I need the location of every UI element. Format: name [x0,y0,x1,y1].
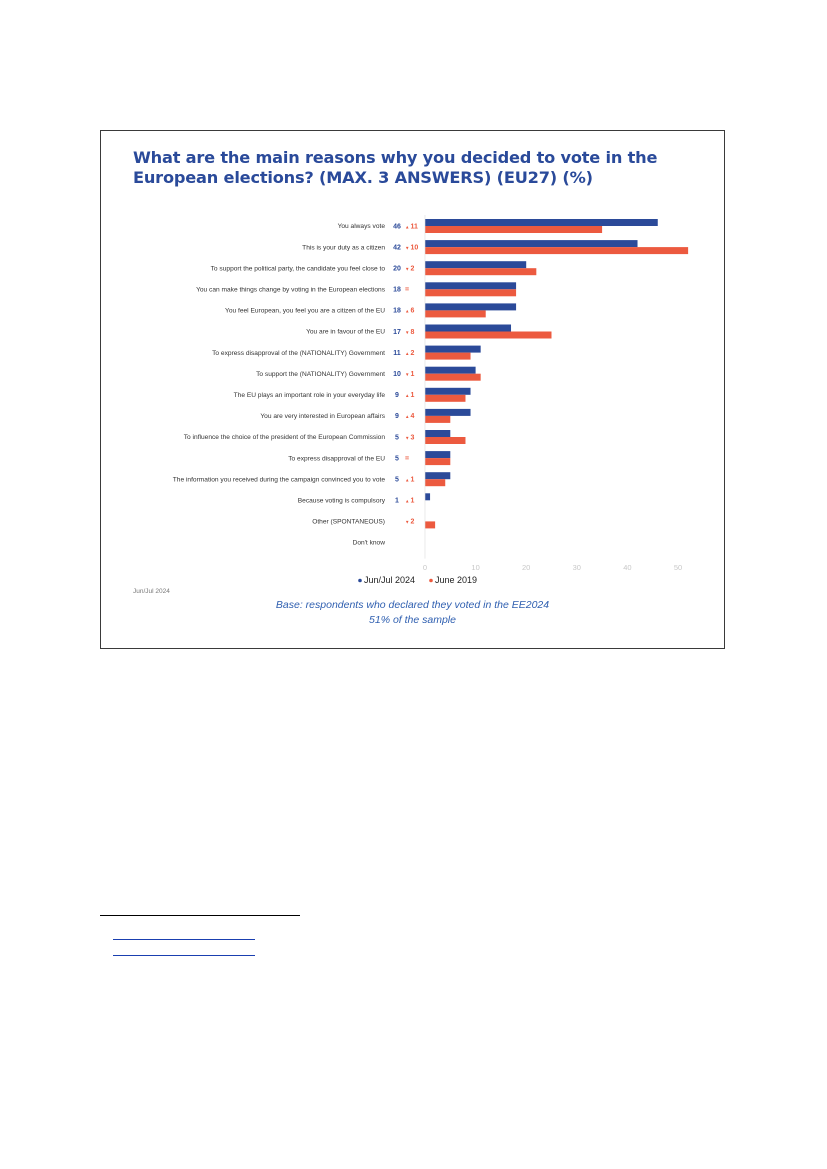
change-value: 3 [410,434,415,442]
bar-2024 [425,472,450,479]
bar-2019 [425,521,435,528]
category-label: Other (SPONTANEOUS) [312,518,385,526]
change-label [405,413,414,420]
bar-2019 [425,458,450,465]
change-label [405,434,414,441]
value-label: 11 [393,349,401,357]
change-value: 1 [410,476,415,484]
change-value: 6 [410,307,415,315]
bar-2019 [425,353,471,360]
change-arrow: ▼ [405,372,410,377]
change-label [405,371,414,378]
date-note: Jun/Jul 2024 [133,588,170,595]
x-tick-label: 30 [572,563,581,572]
category-label: To support the political party, the candidate you feel close to [210,265,385,273]
bar-2019 [425,332,552,339]
bar-2024 [425,282,516,289]
bar-2024 [425,303,516,310]
value-label: 5 [395,434,399,442]
value-label: 18 [393,307,401,315]
value-label: 18 [393,286,401,294]
category-label: You can make things change by voting in the European elections [196,286,385,294]
x-tick-label: 20 [522,563,531,572]
category-label: You feel European, you feel you are a citizen of the EU [225,307,385,315]
bar-2019 [425,374,481,381]
category-label: The EU plays an important role in your everyday life [233,392,385,399]
footnote-separator [100,915,300,916]
change-value: 1 [410,371,415,378]
category-label: To express disapproval of the EU [288,455,385,463]
value-label: 9 [395,392,399,400]
value-label: 1 [395,497,399,505]
bar-2019 [425,268,536,275]
change-arrow: ▲ [405,224,410,230]
legend-marker-2019 [429,579,433,583]
bar-2019 [425,310,486,317]
category-label: You are in favour of the EU [306,328,385,336]
change-arrow: ▲ [405,350,410,356]
change-label [405,308,414,315]
chart-title: What are the main reasons why you decided to vote in the European elections? (MAX. 3 ANSWERS) (EU27) (%) [133,148,658,187]
value-label: 9 [395,413,399,421]
category-label: To influence the choice of the president of the European Commission [183,434,385,442]
category-label: Because voting is compulsory [297,497,385,505]
change-arrow: = [405,455,410,463]
bar-2024 [425,409,471,416]
bar-2024 [425,451,450,458]
change-value: 1 [410,497,415,505]
change-label [405,244,418,251]
bar-2024 [425,219,658,226]
category-label: Don't know [352,539,385,547]
bar-2019 [425,437,465,444]
change-label [405,287,409,294]
x-tick-label: 40 [623,563,632,572]
change-label [405,498,414,505]
value-label: 20 [393,265,401,273]
legend-marker-2024 [358,579,362,583]
change-arrow: ▼ [405,435,410,441]
footnote-link[interactable] [113,955,255,956]
change-arrow: ▼ [405,329,410,335]
category-label: You are very interested in European affairs [260,413,385,421]
change-arrow: ▲ [405,414,410,420]
change-arrow: ▼ [405,266,410,272]
value-label: 5 [395,455,399,463]
value-label: 17 [393,328,401,336]
category-label: To express disapproval of the (NATIONALITY) Government [212,349,385,357]
change-value: 2 [410,349,415,357]
change-label [405,350,414,357]
change-arrow: ▲ [405,477,410,483]
x-tick-label: 10 [471,563,480,572]
category-label: The information you received during the campaign convinced you to vote [172,476,385,484]
change-label [405,477,414,484]
bar-2024 [425,388,471,395]
base-note: Base: respondents who declared they voted in the EE2024 [275,599,550,611]
bar-2024 [425,325,511,332]
change-label [405,223,418,230]
change-label [405,519,414,526]
bar-2019 [425,416,450,423]
change-value: 8 [410,328,415,336]
change-arrow: ▼ [405,245,410,251]
bar-2019 [425,395,465,402]
change-arrow: ▲ [405,498,410,504]
bar-2019 [425,247,688,254]
change-label [405,266,414,273]
category-label: This is your duty as a citizen [302,244,385,252]
bar-2019 [425,479,445,486]
bar-2019 [425,226,602,233]
bar-2024 [425,261,526,268]
value-label: 5 [395,476,399,484]
change-value: 1 [410,392,415,400]
change-value: 11 [410,223,418,231]
category-label: You always vote [337,223,385,231]
change-arrow: = [405,286,410,294]
value-label: 46 [393,223,401,231]
sample-note: 51% of the sample [369,614,456,626]
bar-2024 [425,240,638,247]
change-label [405,329,414,336]
change-value: 4 [410,413,415,421]
bar-2024 [425,346,481,353]
x-tick-label: 50 [673,563,683,572]
change-label [405,455,409,462]
category-label: To support the (NATIONALITY) Government [256,370,385,378]
legend-label-2024: Jun/Jul 2024 [364,575,416,585]
legend-label-2019: June 2019 [435,575,478,585]
footnote-link[interactable] [113,939,255,940]
x-tick-label: 0 [422,563,428,572]
value-label: 10 [393,371,401,378]
change-label [405,392,414,399]
bar-2024 [425,493,430,500]
value-label: 42 [393,244,401,252]
change-arrow: ▼ [405,519,410,525]
change-value: 2 [410,518,415,526]
bar-2024 [425,430,450,437]
change-arrow: ▲ [405,308,410,314]
change-value: 2 [410,265,415,273]
bar-2024 [425,367,476,374]
change-value: 10 [410,244,419,252]
bar-2019 [425,289,516,296]
change-arrow: ▲ [405,393,410,399]
